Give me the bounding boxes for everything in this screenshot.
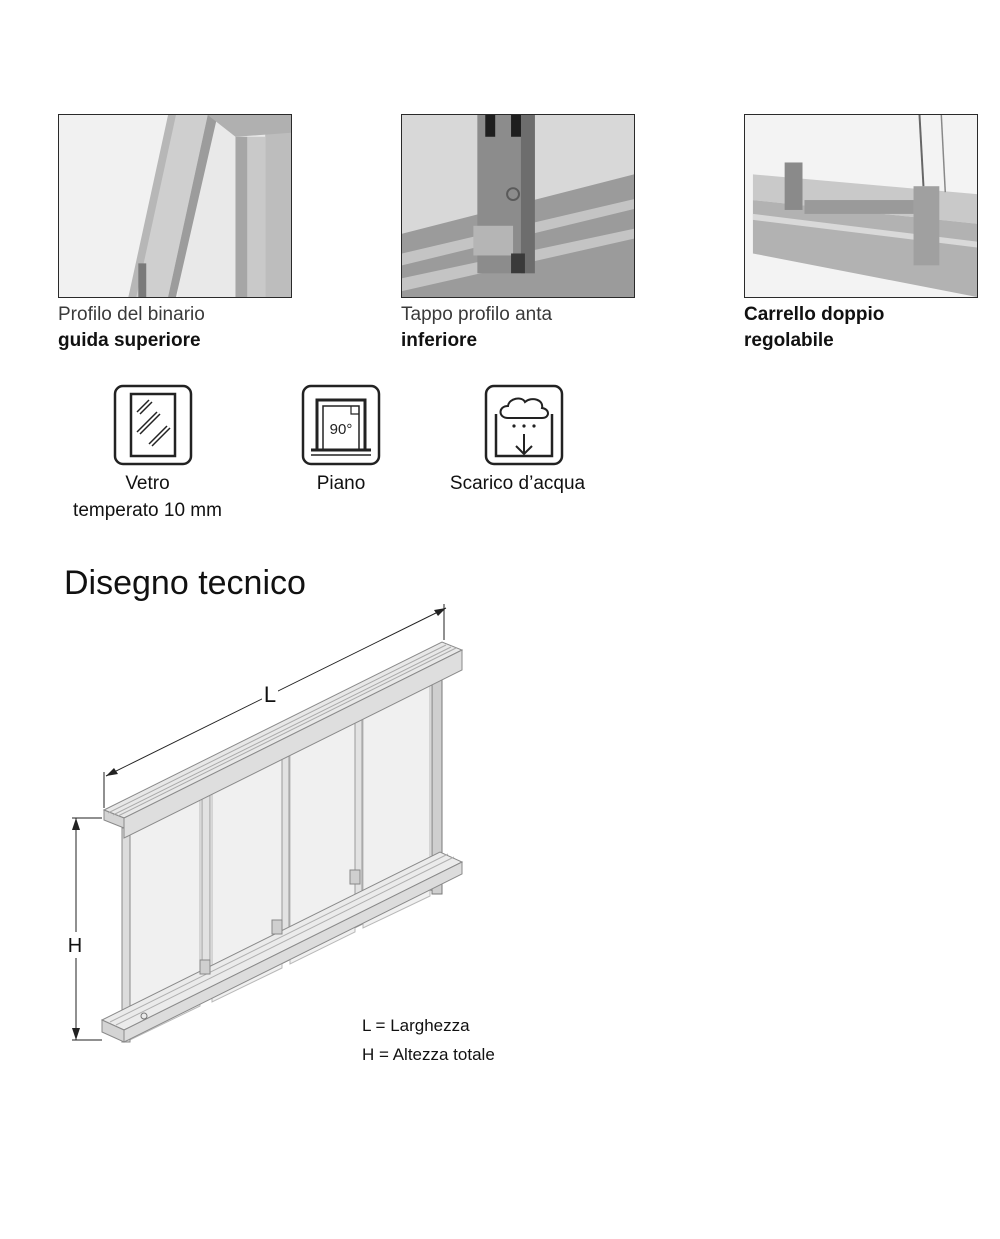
section-title: Disegno tecnico xyxy=(64,564,306,602)
photo-lower-door-cap xyxy=(401,114,635,298)
technical-drawing xyxy=(50,600,490,1060)
tempered-glass-icon xyxy=(113,384,193,466)
dimension-h-label: H xyxy=(67,935,83,957)
feature-label-line-2: temperato 10 mm xyxy=(73,500,222,521)
dimension-l-label: L xyxy=(263,682,277,707)
caption-upper-guide-rail xyxy=(58,302,205,354)
caption-double-carriage xyxy=(744,302,884,354)
feature-label-line-1: Scarico d’acqua xyxy=(449,473,586,494)
caption-line-2: guida superiore xyxy=(58,330,201,351)
flat-90-icon xyxy=(301,384,381,466)
caption-line-2: regolabile xyxy=(744,330,834,351)
caption-line-1: Profilo del binario xyxy=(58,304,205,325)
photo-upper-guide-rail xyxy=(58,114,292,298)
feature-label-water-drain xyxy=(430,470,605,497)
caption-lower-door-cap xyxy=(401,302,552,354)
feature-label-line-1: Vetro xyxy=(125,473,170,494)
caption-line-2: inferiore xyxy=(401,330,478,351)
caption-line-1: Carrello doppio xyxy=(744,304,885,325)
feature-label-tempered-glass xyxy=(40,470,255,524)
water-drain-icon xyxy=(484,384,564,466)
feature-label-flat xyxy=(281,470,401,497)
feature-label-line-1: Piano xyxy=(316,473,366,494)
legend-height: H = Altezza totale xyxy=(362,1045,495,1064)
caption-line-1: Tappo profilo anta xyxy=(401,304,553,325)
flat-90-icon-text: 90° xyxy=(329,421,353,438)
legend-length: L = Larghezza xyxy=(362,1016,470,1035)
photo-double-adjustable-carriage xyxy=(744,114,978,298)
